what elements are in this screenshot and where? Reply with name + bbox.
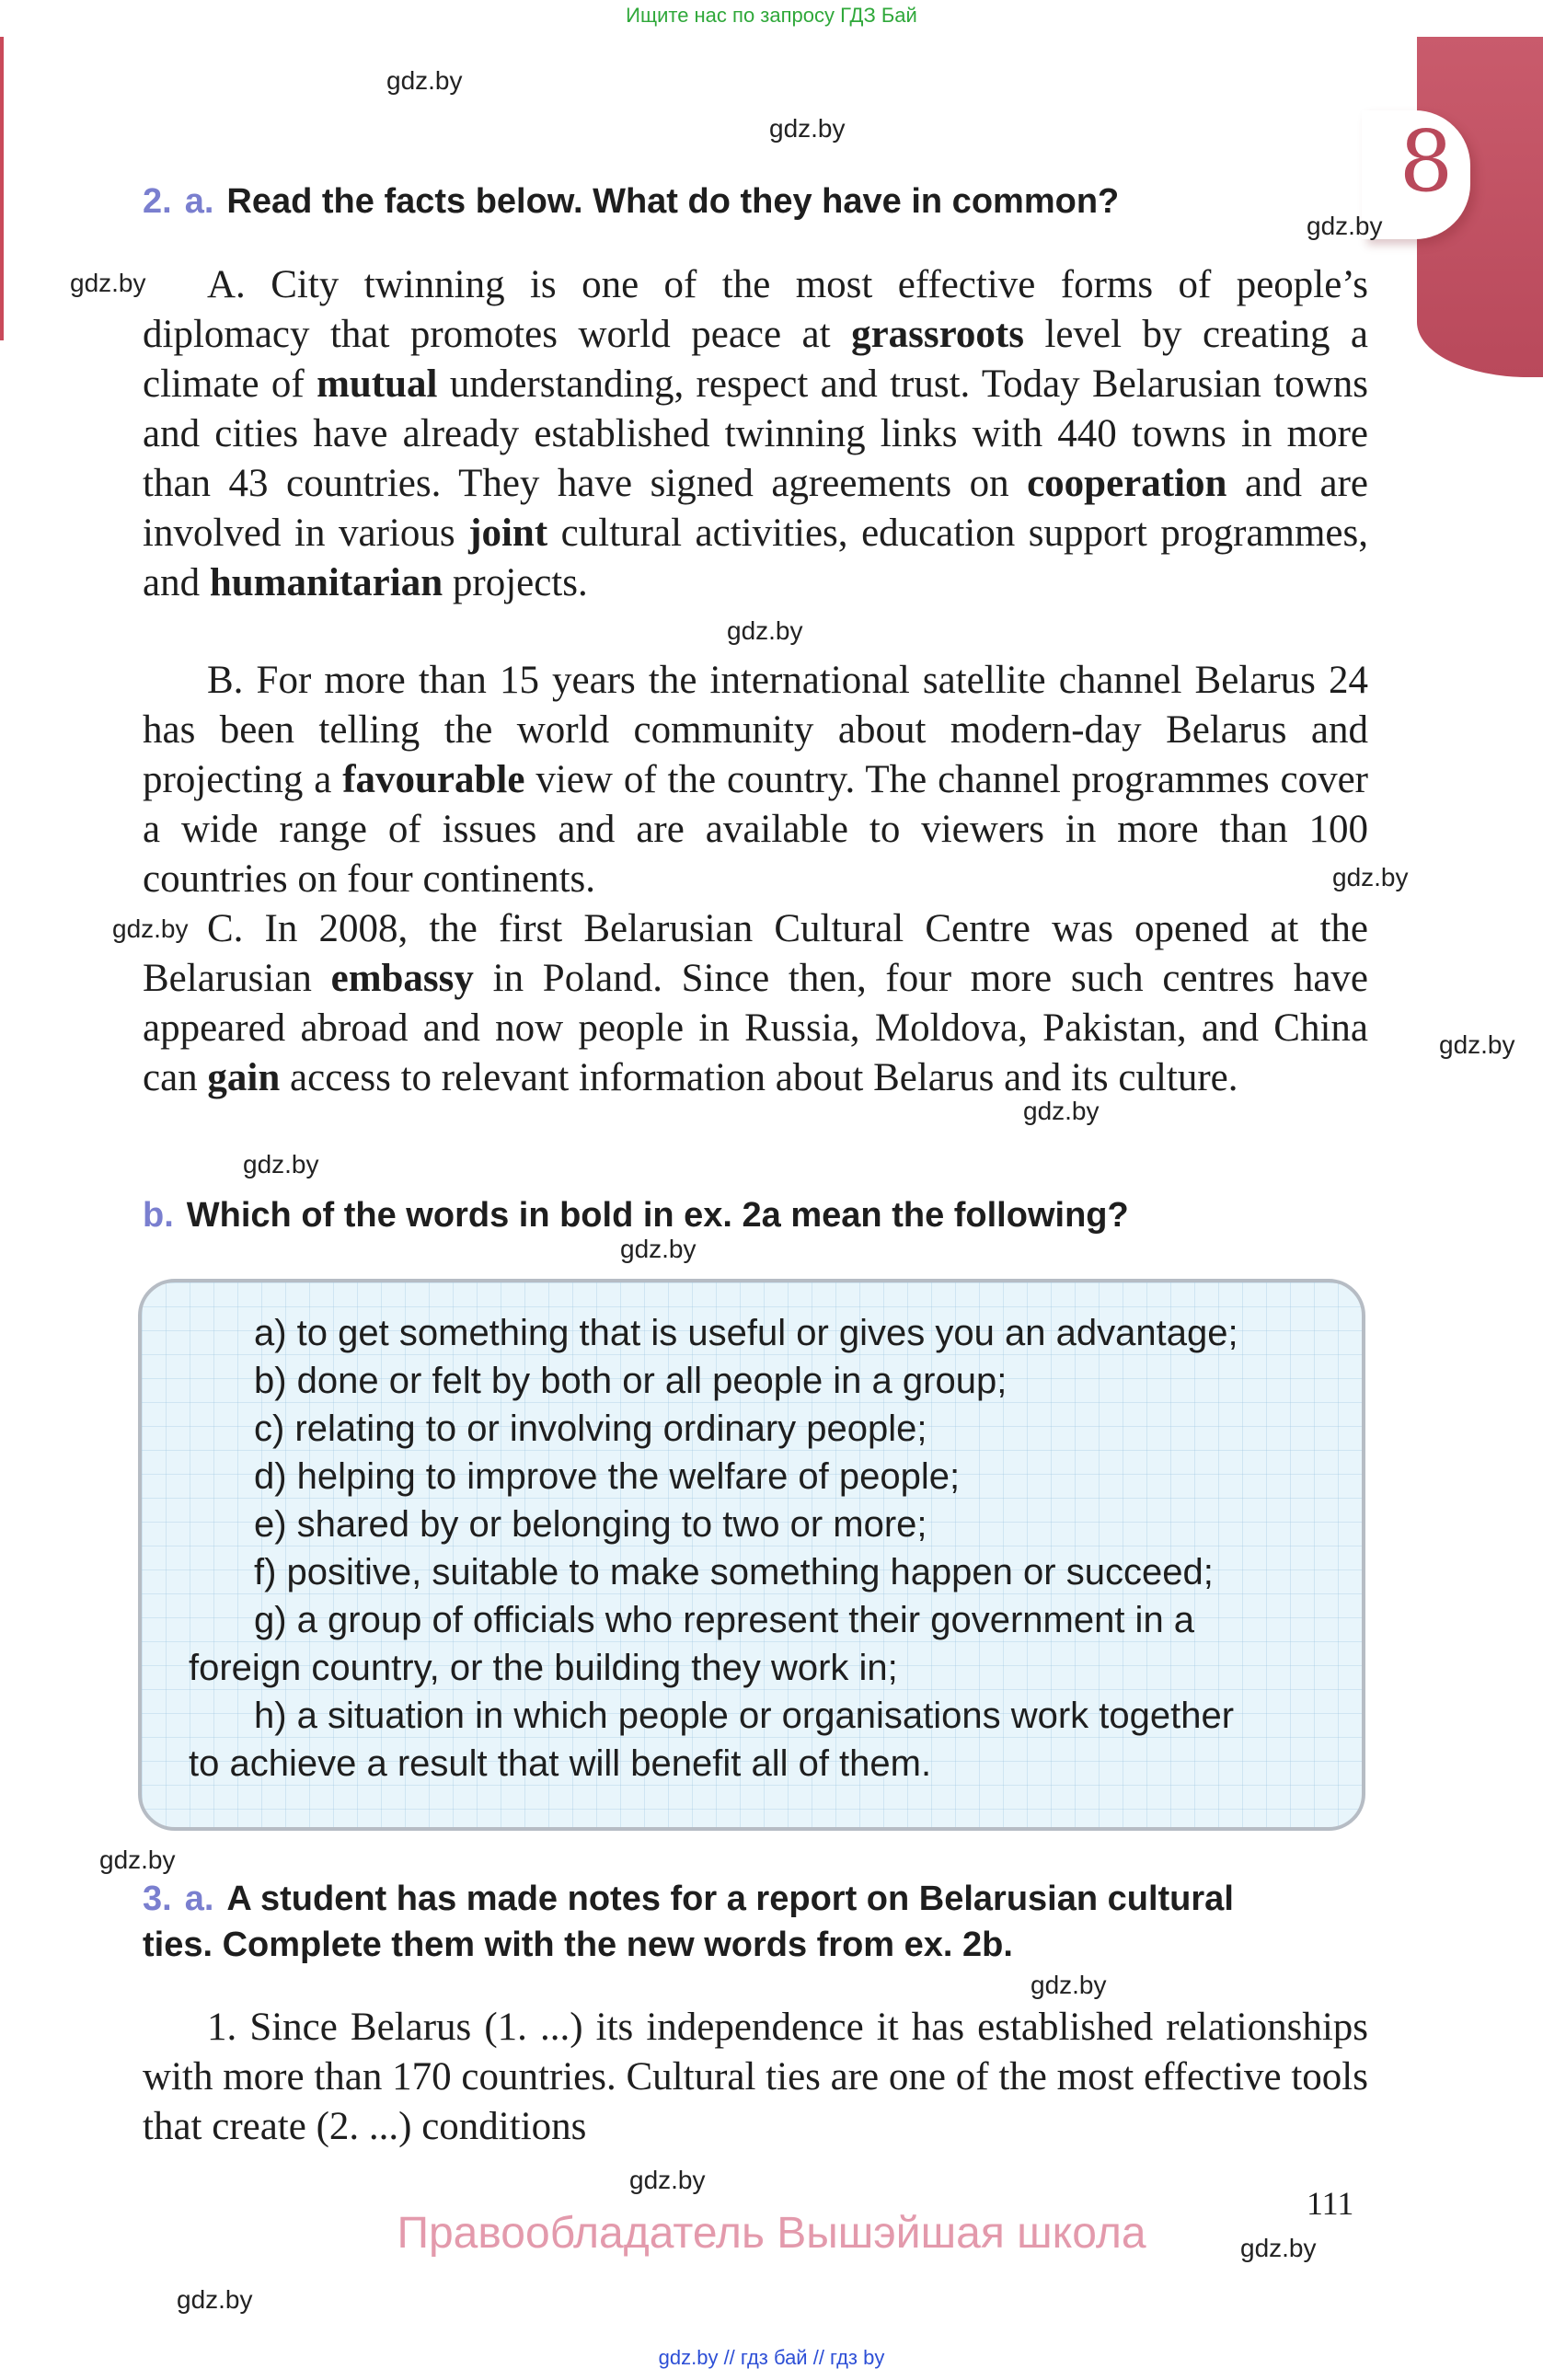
watermark: gdz.by — [1332, 863, 1409, 891]
definition-d: d) helping to improve the welfare of people; — [254, 1456, 961, 1497]
left-margin-line — [0, 37, 4, 340]
watermark: gdz.by — [1031, 1971, 1107, 1999]
watermark: gdz.by — [769, 114, 846, 143]
watermark: gdz.by — [620, 1235, 697, 1263]
watermark: gdz.by — [243, 1150, 319, 1179]
watermark: gdz.by — [112, 914, 189, 943]
exercise-number: 2. — [143, 182, 172, 221]
exercise-part-label: b. — [143, 1196, 174, 1235]
exercise-2a-heading — [143, 182, 1119, 222]
page-number: 111 — [1307, 2185, 1354, 2222]
exercise-part-label: a. — [184, 182, 214, 221]
watermark: gdz.by — [386, 66, 463, 95]
chapter-number: 8 — [1399, 112, 1454, 211]
bold-word: humanitarian — [209, 561, 443, 604]
definition-e: e) shared by or belonging to two or more; — [254, 1504, 927, 1545]
bold-word: favourable — [342, 758, 525, 801]
definition-c: c) relating to or involving ordinary people; — [254, 1408, 927, 1449]
exercise-part-label: a. — [184, 1880, 214, 1918]
definition-h-continued: to achieve a result that will benefit all of them. — [189, 1743, 932, 1784]
definition-b: b) done or felt by both or all people in a group; — [254, 1361, 1008, 1401]
watermark: gdz.by — [727, 616, 803, 645]
watermark: gdz.by — [1023, 1097, 1100, 1125]
bold-word: mutual — [317, 362, 438, 406]
watermark: gdz.by — [1307, 212, 1383, 240]
bottom-banner: gdz.by // гдз бай // гдз by — [658, 2346, 885, 2369]
exercise-number: 3. — [143, 1880, 172, 1918]
definition-g-continued: foreign country, or the building they work in; — [189, 1648, 898, 1688]
notes-paragraph: 1. Since Belarus (1. ...) its independence it has established relationships with more than 170 countries. Cultural ties are one of the most effective tools that create (2. ...) conditions — [143, 2006, 1368, 2148]
exercise-3a-heading — [143, 1880, 1234, 1919]
copyright-notice: Правообладатель Вышэйшая школа — [397, 2209, 1146, 2258]
bold-word: joint — [468, 512, 548, 555]
watermark: gdz.by — [629, 2166, 706, 2194]
exercise-instruction: Which of the words in bold in ex. 2a mean the following? — [186, 1196, 1129, 1235]
exercise-3a-heading-line2: ties. Complete them with the new words from ex. 2b. — [143, 1926, 1013, 1964]
bold-word: embassy — [330, 957, 474, 1000]
fact-paragraph-b: B. For more than 15 years the international satellite channel Belarus 24 has been telling the world community about modern-day Belarus and projecting a favourable view of the country. The channel programmes cover a wide range of issues and are available to viewers in more than 100 countries on four continents. — [143, 659, 1368, 901]
definition-g: g) a group of officials who represent their government in a — [254, 1600, 1195, 1640]
definition-f: f) positive, suitable to make something happen or succeed; — [254, 1552, 1214, 1592]
fact-paragraph-a: A. City twinning is one of the most effective forms of people’s diplomacy that promotes world peace at grassroots level by creating a climate of mutual understanding, respect and trust. Today Belarusian towns and cities have already established twinning links with 440 towns in more than 43 countries. They have signed agreements on cooperation and are involved in various joint cultural activities, education support programmes, and humanitarian projects. — [143, 263, 1369, 604]
definition-h: h) a situation in which people or organisations work together — [254, 1696, 1235, 1736]
exercise-instruction: Read the facts below. What do they have in common? — [226, 182, 1120, 221]
bold-word: grassroots — [851, 313, 1024, 356]
bold-word: cooperation — [1027, 462, 1227, 505]
exercise-instruction: A student has made notes for a report on Belarusian cultural — [226, 1880, 1234, 1918]
top-banner: Ищите нас по запросу ГДЗ Бай — [626, 4, 917, 27]
watermark: gdz.by — [70, 269, 146, 297]
fact-paragraph-c: C. In 2008, the first Belarusian Cultural Centre was opened at the Belarusian embassy in Poland. Since then, four more such centres have appeared abroad and now people in Russia, Moldova, Pakistan, and China can gain access to relevant information about Belarus and its culture. — [143, 907, 1368, 1099]
watermark: gdz.by — [177, 2285, 253, 2314]
exercise-2b-heading — [143, 1196, 1129, 1236]
watermark: gdz.by — [99, 1845, 176, 1874]
watermark: gdz.by — [1439, 1030, 1515, 1059]
watermark: gdz.by — [1240, 2234, 1317, 2262]
definition-a: a) to get something that is useful or gives you an advantage; — [254, 1313, 1238, 1353]
bold-word: gain — [207, 1056, 281, 1099]
